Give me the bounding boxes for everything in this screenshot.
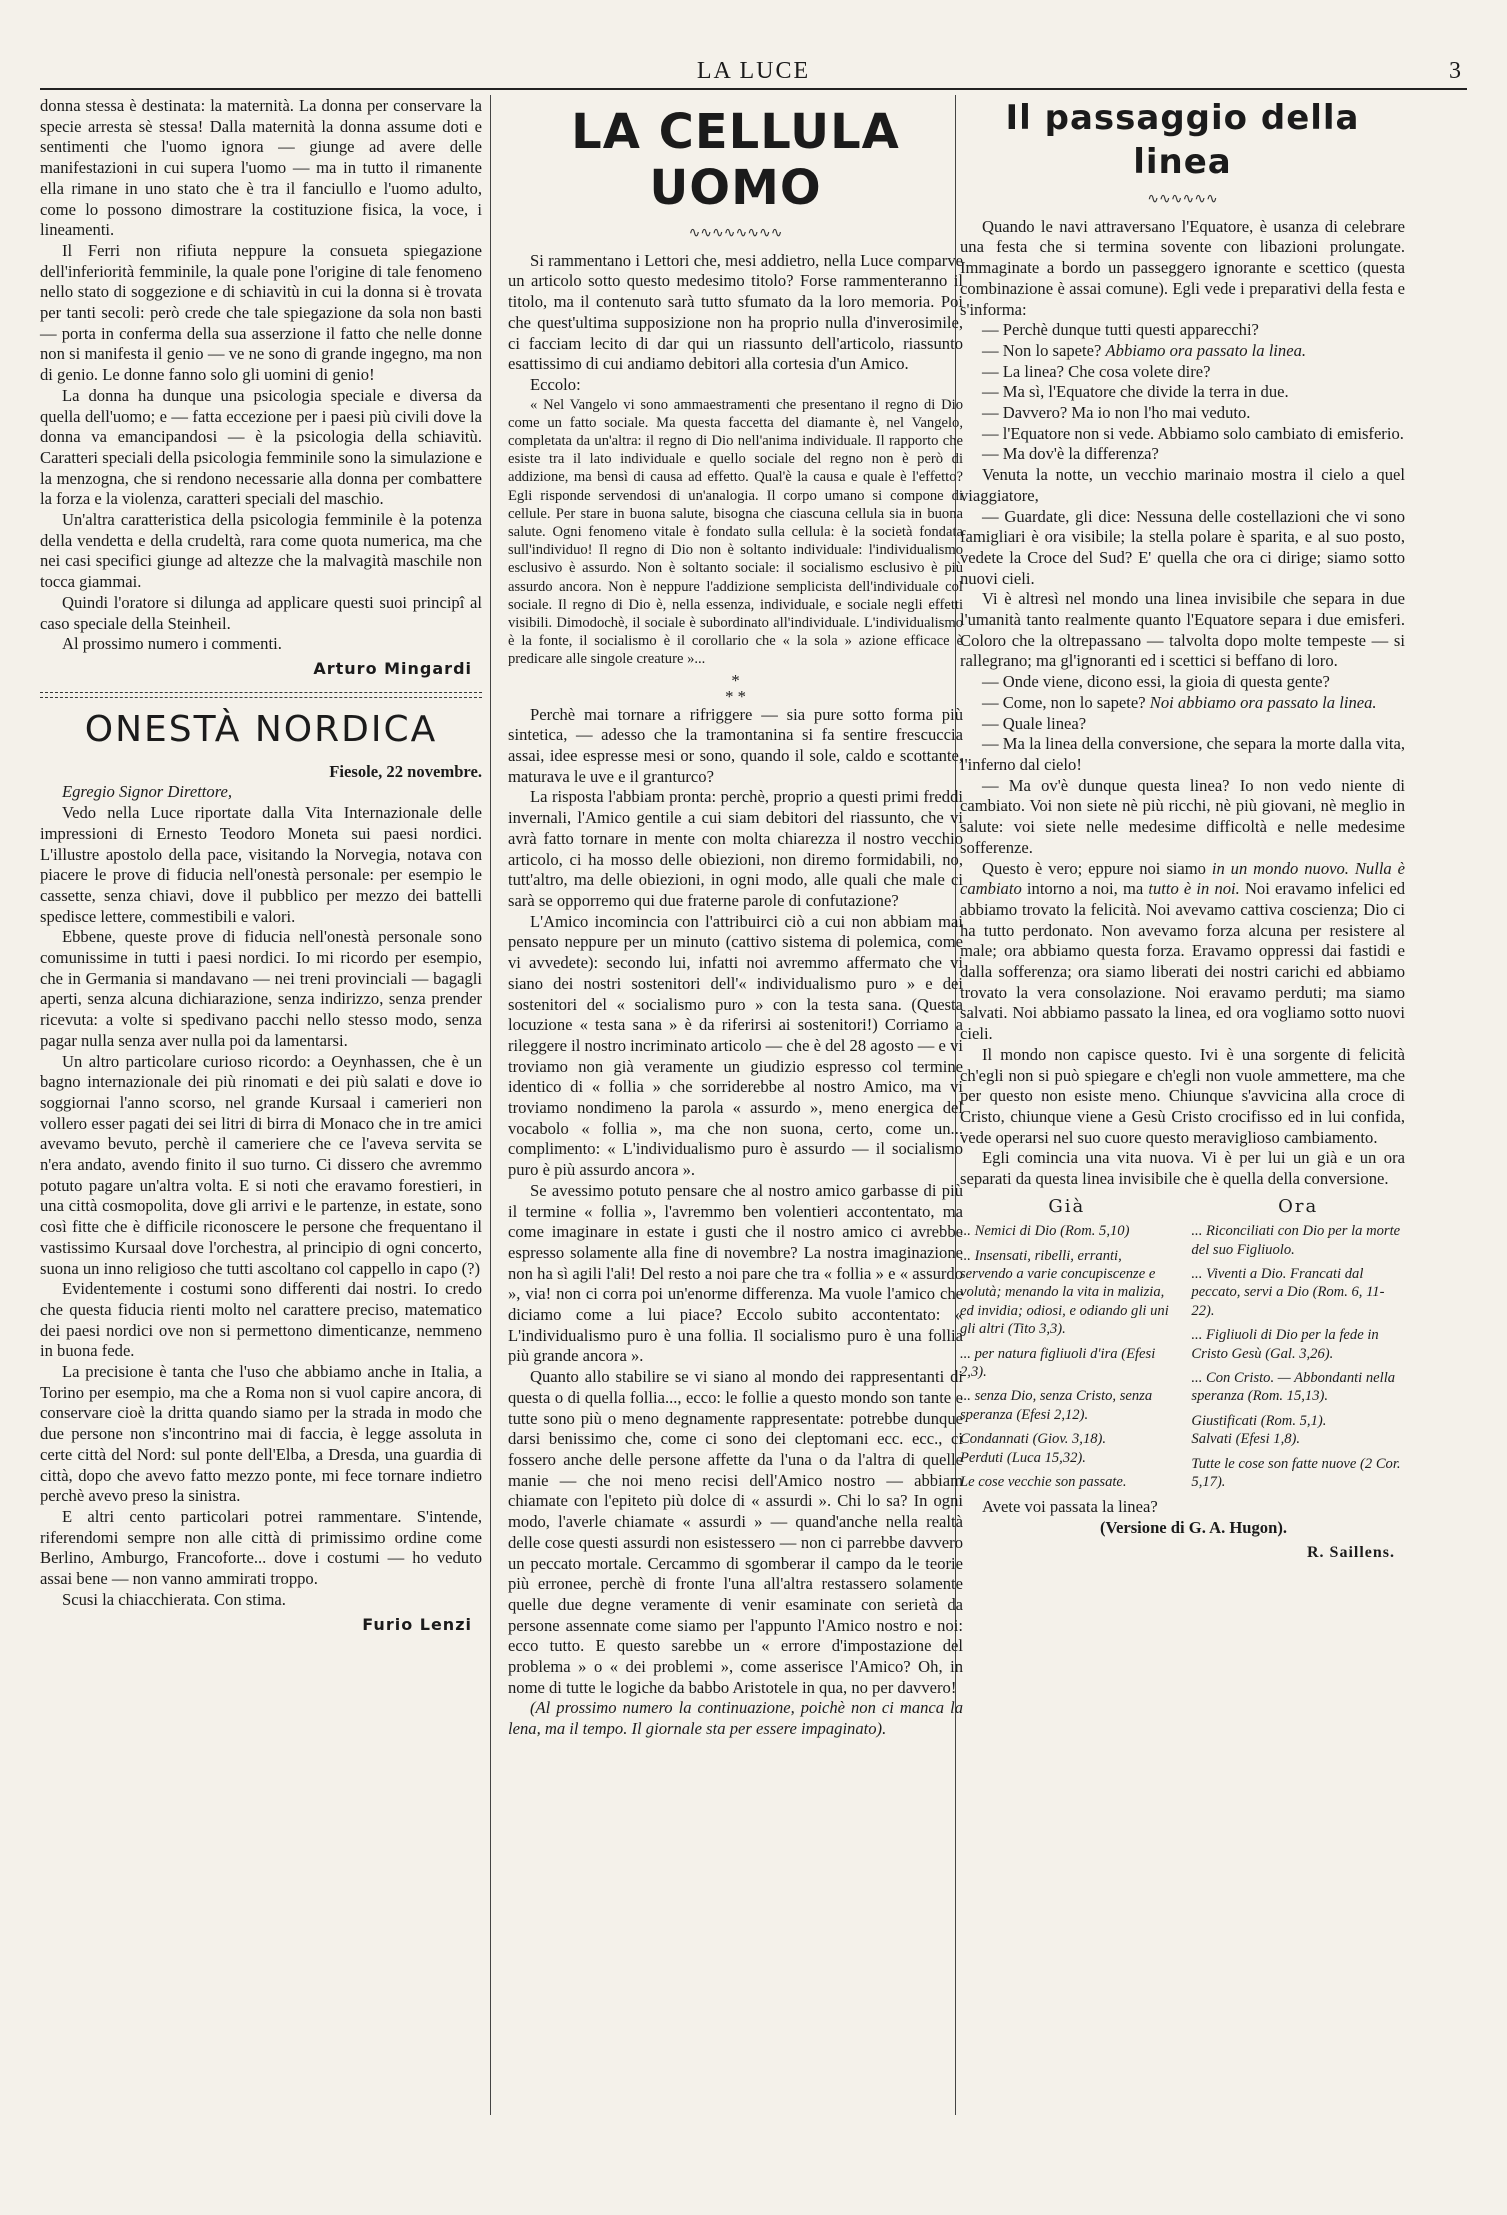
text-run: Questo è vero; eppure noi siamo: [982, 858, 1206, 878]
article-paragraph: — Guardate, gli dice: Nessuna delle costellazioni che vi sono famigliari è ora visibile; la stella polare è sparita, e al suo posto, vedete la Croce del Sud? E' quella che ora ci dirige; siamo sotto nuovi cieli.: [960, 506, 1405, 588]
author-signature: R. Saillens.: [1306, 1543, 1395, 1561]
gia-entry: ... senza Dio, senza Cristo, senza speranza (Efesi 2,12).: [960, 1388, 1153, 1423]
article-paragraph: La risposta l'abbiam pronta: perchè, proprio a questi primi freddi invernali, l'Amico gentile a cui siam debitori del riassunto, che vi avrà fatto tornare in mente con molta chiarezza il nostro vecchio articolo, ci ha mosso delle obiezioni, non diremo formidabili, no, tutt'altro, ma delle obiezioni, in ogni modo, alle quali che male ci sarà se opporremo qui due fraterne parole di confutazione?: [508, 787, 963, 910]
gia-entry: ... Insensati, ribelli, erranti, servendo a varie concupiscenze e volutà; menando la vita in malizia, ed invidia; odiosi, e odiando gli uni gli altri (Tito 3,3).: [960, 1247, 1169, 1338]
column-divider-1: [490, 95, 491, 2115]
article-headline: Il passaggio della linea: [1005, 98, 1360, 182]
article-paragraph: Perchè mai tornare a rifriggere — sia pure sotto forma più sintetica, — adesso che la tramontanina si fa sentire frescuccia assai, idee espresse mesi or sono, quando il sole, caldo e scottante, maturava le uve e il granturco?: [508, 704, 963, 786]
dialogue-emphasis: Abbiamo ora passato la linea.: [1105, 340, 1307, 360]
dateline: Fiesole, 22 novembre.: [329, 761, 482, 781]
dialogue-text: — Non lo sapete?: [982, 340, 1102, 360]
letter-paragraph: E altri cento particolari potrei rammentare. S'intende, riferendomi sempre non alle città di primissimo ordine come Berlino, Amburgo, Francoforte... dove i costumi — ho veduto assai bene — non vanno ammirati troppo.: [40, 1507, 482, 1589]
closing-question: Avete voi passata la linea?: [982, 1497, 1158, 1517]
letter-paragraph: Scusi la chiacchierata. Con stima.: [62, 1589, 286, 1609]
article-paragraph: Quindi l'oratore si dilunga ad applicare questi suoi principî al caso speciale della Steinheil.: [40, 592, 482, 633]
author-signature: Furio Lenzi: [362, 1614, 472, 1634]
continuation-note: (Al prossimo numero la continuazione, poichè non ci manca la lena, ma il tempo. Il giornale sta per essere impaginato).: [508, 1698, 963, 1739]
dialogue-line: — Ma la linea della conversione, che separa la morte dalla vita, l'inferno dal cielo!: [960, 734, 1405, 774]
header-rule: [40, 88, 1467, 90]
gia-entry: Le cose vecchie son passate.: [960, 1474, 1127, 1491]
text-run: intorno a noi, ma: [1026, 879, 1144, 899]
column-3: [960, 96, 1405, 1570]
title-ornament: ∿∿∿∿∿∿: [1147, 192, 1218, 207]
dialogue-line: [960, 693, 1405, 714]
gia-entry: ... Nemici di Dio (Rom. 5,10): [960, 1223, 1130, 1240]
salutation: Egregio Signor Direttore,: [62, 782, 233, 802]
ora-entry: ... Viventi a Dio. Francati dal peccato, servi a Dio (Rom. 6, 11-22).: [1191, 1265, 1385, 1319]
article-paragraph: Quando le navi attraversano l'Equatore, è usanza di celebrare una festa che si termina sovente con libazioni prolungate. Immaginate a bordo un passeggero ignorante e scettico (questa combinazione è assai comune). Egli vede i preparativi della festa e s'informa:: [960, 216, 1405, 319]
text-run: Noi eravamo infelici ed abbiamo trovato la felicità. Noi avevamo cattiva coscienza; Dio ci ha tutto perdonato. Non avevamo forza alcuna per resistere al male; ora abbiamo questa forza. Eravamo oppressi dai fastidi e dalla sofferenza; ora siamo liberati dei nostri carichi ed abbiamo trovato la vera consolazione. Noi eravamo perduti; ma siamo salvati. Noi abbiamo passato la linea, ed ora vogliamo sotto nuovi cieli.: [960, 879, 1405, 1044]
column-1: [40, 96, 482, 1641]
dialogue-line: — Ma dov'è la differenza?: [982, 444, 1159, 464]
page-number: 3: [1449, 58, 1461, 84]
ora-entry: ... Figliuoli di Dio per la fede in Cristo Gesù (Gal. 3,26).: [1191, 1327, 1379, 1362]
article-paragraph: L'Amico incomincia con l'attribuirci ciò a cui non abbiam mai pensato neppure per un minuto (cattivo sistema di polemica, come vi avvedete): secondo lui, infatti noi avremmo affermato che vi siano dei nostri sostenitori dell'« individualismo puro » e dei sostenitori del « socialismo puro » con la testa sana. (Questa locuzione « testa sana » è da riferirsi ai sostenitori!) Corriamo a rileggere il nostro incriminato articolo — che è del 28 agosto — e vi troviamo non già veramente un giudizio espresso col termine identico di « follia » che sorriderebbe al nostro Amico, ma vi troviamo nondimeno la parola « assurdo », meno energica del vocabolo « follia », ma che non suona, certo, come un... complimento: « L'individualismo puro è assurdo — il socialismo puro è più assurdo ancora ».: [508, 911, 963, 1180]
gia-entry: ... per natura figliuoli d'ira (Efesi 2,3).: [960, 1345, 1156, 1380]
letter-paragraph: Un altro particolare curioso ricordo: a Oeynhassen, che è un bagno internazionale dei più rinomati e dei più salati e dove io soggiornai l'anno scorso, nel grande Kursaal i camerieri non vollero esser pagati dei sei litri di birra di Monaco che in tre amici avevamo bevuto, perchè il cameriere che ce l'aveva servita se n'era andato, avendo finito il suo turno. Ci dissero che avremmo potuto pagare un'altra volta. E si noti che eravamo forestieri, in una città cosmopolita, dove gli arrivi e le partenze, in estate, sono così fitte che è difficile riconoscere le persone che frequentano il vastissimo Kursaal dove l'orchestra, al principio di ogni concerto, suona un inno religioso che tutti ascoltano col cappello in capo (?): [40, 1051, 482, 1278]
translation-credit: (Versione di G. A. Hugon).: [1099, 1518, 1287, 1538]
letter-paragraph: Ebbene, queste prove di fiducia nell'onestà personale sono comunissime in tutti i paesi nordici. Io mi ricordo per esempio, che in Germania si mandavano — nei treni provinciali — bagagli aperti, senza alcuna dichiarazione, senza indirizzo, senza prender ricevuta: a volte si spedivano pacchi nello stesso modo, senza pagar nulla senza aver nulla poi da lamentarsi.: [40, 927, 482, 1050]
article-paragraph: Se avessimo potuto pensare che al nostro amico garbasse di più il termine « follia », l'avremmo ben volentieri accontentato, ma come imaginare in estate i gusti che il nostro amico ci avrebbe espresso solamente alla fine di novembre? La nostra imaginazione non ha sì agili l'ali! Del resto a noi pare che tra « follia » e « assurdo », via! non ci corra poi un'enorme differenza. Ma vuole l'amico che diciamo come a lui piace? Eccolo subito accontentato: « L'individualismo puro è una follia. Il socialismo puro è una follia più grande ancora ».: [508, 1180, 963, 1366]
dialogue-text: — Come, non lo sapete?: [982, 692, 1146, 712]
article-paragraph: Il mondo non capisce questo. Ivi è una sorgente di felicità ch'egli non si può spiegare e ch'egli non vuole ammettere, ma che per questo non esiste meno. Chiunque s'avvicina alla croce di Cristo, chiunque viene a Gesù Cristo crocifisso ed in lui confida, vede operarsi nel suo cuore questo meraviglioso cambiamento.: [960, 1044, 1405, 1147]
dialogue-line: — l'Equatore non si vede. Abbiamo solo cambiato di emisferio.: [982, 423, 1404, 443]
ora-heading: Ora: [1278, 1195, 1319, 1217]
section-separator: [40, 692, 482, 698]
ora-entry: ... Con Cristo. — Abbondanti nella speranza (Rom. 15,13).: [1191, 1370, 1396, 1405]
text-emphasis: in un mondo nuovo. Nulla è cambiato: [960, 858, 1405, 899]
article-paragraph: La donna ha dunque una psicologia speciale e diversa da quella dell'uomo; e — fatta eccezione per i paesi più civili dove la donna va emancipandosi — è la psicologia della schiavitù. Caratteri speciali della psicologia femminile sono la simulazione e la menzogna, che si rendono necessarie alla donna per combattere la forza e la violenza, caratteri speciali del maschio.: [40, 385, 482, 509]
ora-entry: Salvati (Efesi 1,8).: [1191, 1431, 1301, 1448]
gia-column: [960, 1195, 1174, 1498]
gia-heading: Già: [1048, 1195, 1086, 1217]
gia-entry: Perduti (Luca 15,32).: [960, 1449, 1086, 1466]
ora-entry: ... Riconciliati con Dio per la morte del suo Figliuolo.: [1191, 1223, 1401, 1258]
gia-ora-table: [960, 1195, 1405, 1498]
ora-entry: Tutte le cose son fatte nuove (2 Cor. 5,17).: [1191, 1455, 1401, 1491]
ora-column: [1191, 1195, 1405, 1498]
dialogue-line: — Davvero? Ma io non l'ho mai veduto.: [982, 403, 1251, 423]
letter-paragraph: Vedo nella Luce riportate dalla Vita Internazionale delle impressioni di Ernesto Teodoro Moneta sui paesi nordici. L'illustre apostolo della pace, visitando la Norvegia, notava con piacere le prove di fiducia nell'onestà personale: per esempio le cassette, senza chiavi, dove il pubblico per mezzo dei battelli spedisce lettere, commestibili e valori.: [40, 803, 482, 926]
article-paragraph: — Ma ov'è dunque questa linea? Io non vedo niente di cambiato. Voi non siete nè più ricchi, nè più giovani, nè meglio in salute: voi siete nelle medesime difficoltà e nelle medesime sofferenze.: [960, 775, 1405, 857]
quoted-summary: « Nel Vangelo vi sono ammaestramenti che presentano il regno di Dio come un fatto sociale. Ma questa faccetta del diamante è, nel Vangelo, completata da un'altra: il regno di Dio nell'anima individuale. Il rapporto che esiste tra il lato individuale e quello sociale del regno non è però di addizione, ma bensì di causa ad effetto. Qual'è la causa e quale è l'effetto? Egli risponde servendosi di un'analogia. Il corpo umano si compone di cellule. Per stare in buona salute, bisogna che ciascuna cellula sia in buona salute. Ogni fenomeno vitale è fondato sulla cellula: è la società fondata sull'individuo! Il regno di Dio non è soltanto individuale: l'individualismo esclusivo è assurdo. Non è soltanto sociale: il socialismo esclusivo è più assurdo ancora. Non è neppure l'addizione semplicista dell'individuale col sociale. Il regno di Dio è, nella essenza, individuale, e sociale negli effetti visibili. Dimodochè, il sociale è subordinato all'individuale. L'individualismo è la fonte, il socialismo è il corollario che « la sola » azione efficace è predicare alle singole creature »...: [508, 396, 963, 668]
article-headline: LA CELLULA UOMO: [571, 104, 900, 216]
article-paragraph: Quanto allo stabilire se vi siano al mondo dei rappresentanti di questa o di quella follia..., ecco: le follie a questo mondo son tante e tutte sono più o meno degnamente rappresentate: potrebbe dunque darsi benissimo che, come ci sono dei cleptomani ecc. ecc., ci fossero anche delle persone affette da l'una o da l'altra di quelle manie — che noi meno recisi dell'Amico nostro — abbiam chiamate con l'epiteto più dolce di « assurdi ». Chi lo sa? In ogni modo, l'averle chiamate « assurdi » — quand'anche nella realtà delle cose questi assurdi non esistessero — non ci parrebbe davvero un peccato mortale. Cercammo di sgomberar il campo da le teorie più erronee, perchè di fronte l'una all'altra restassero solamente quelle due degne veramente di venir esaminate con serietà da persone assennate come siamo per l'appunto l'Amico nostro e noi: ecco tutto. E questo sarebbe un « errore d'impostazione del problema » o « dei problemi », come asserisce l'Amico? Oh, in nome di tutte le logiche da babbo Aristotele in qua, no per davvero!: [508, 1367, 963, 1697]
article-paragraph: Un'altra caratteristica della psicologia femminile è la potenza della vendetta e della crudeltà, rara come quota numerica, ma che nei casi specifici giunge ad altezze che la malvagità maschile non tocca giammai.: [40, 510, 482, 592]
dialogue-line: [960, 341, 1405, 362]
article-headline: ONESTÀ NORDICA: [84, 708, 438, 750]
dialogue-line: — Perchè dunque tutti questi apparecchi?: [982, 320, 1259, 340]
dialogue-line: — La linea? Che cosa volete dire?: [982, 361, 1211, 381]
dialogue-line: — Onde viene, dicono essi, la gioia di questa gente?: [982, 672, 1330, 692]
column-2: [508, 96, 963, 1740]
article-paragraph: Eccolo:: [530, 374, 581, 394]
article-paragraph: donna stessa è destinata: la maternità. La donna per conservare la specie arresta sè stessa! Dalla maternità la donna assume doti e sentimenti che l'uomo ignora — giunge ad avere delle manifestazioni in cui supera l'uomo — ma in tutto il rimanente ella rimane in uno stato che è tra il fanciullo e l'uomo adulto, come lo possono dimostrare la costituzione fisica, la voce, i lineamenti.: [40, 96, 482, 240]
article-paragraph: [960, 859, 1405, 1045]
text-emphasis: tutto è in noi.: [1148, 879, 1240, 899]
ora-entry: Giustificati (Rom. 5,1).: [1191, 1412, 1327, 1429]
letter-paragraph: Evidentemente i costumi sono differenti dai nostri. Io credo che questa fiducia rienti molto nel carattere preciso, matematico dei paesi nordici ove non si permettono dimenticanze, nemmeno in buona fede.: [40, 1279, 482, 1361]
letter-paragraph: La precisione è tanta che l'uso che abbiamo anche in Italia, a Torino per esempio, ma che a Roma non si vuol capire ancora, di conservare cioè la dritta quando siamo per la strada in modo che due persone non s'incontrino mai di faccia, è legge assoluta in certe città del Nord: sul ponte dell'Elba, a Dresda, una guardia di città, dopo che avevo fatto mezzo ponte, mi fece tornare indietro perchè avevo preso la sinistra.: [40, 1362, 482, 1506]
page-header: [40, 58, 1467, 86]
article-paragraph: Il Ferri non rifiuta neppure la consueta spiegazione dell'inferiorità femminile, la quale pone l'origine di tale fenomeno nello stato di soggezione e di schiavitù in cui la donna si è trovata per tanti secoli: però crede che tale spiegazione da sola non basti — porta in conferma della sua asserzione il fatto che nelle donne non si manifesta il genio — ve ne sono di grande ingegno, ma non di genio. Le donne fanno solo gli uomini di genio!: [40, 240, 482, 385]
newspaper-title: LA LUCE: [696, 58, 811, 84]
article-paragraph: Egli comincia una vita nuova. Vi è per lui un già e un ora separati da questa linea invisibile che è quella della conversione.: [960, 1148, 1405, 1189]
dialogue-line: — Quale linea?: [982, 713, 1087, 733]
article-paragraph: Vi è altresì nel mondo una linea invisibile che separa in due l'umanità tanto realmente quanto l'Equatore separa i due emisferi. Coloro che la oltrepassano — talvolta dopo molte tempeste — si rallegrano; ma gl'ignoranti ed i scettici si beffano di loro.: [960, 589, 1405, 671]
section-stars: * * *: [725, 670, 746, 706]
title-ornament: ∿∿∿∿∿∿∿∿: [688, 226, 783, 241]
article-paragraph: Venuta la notte, un vecchio marinaio mostra il cielo a quel viaggiatore,: [960, 465, 1405, 505]
dialogue-line: — Ma sì, l'Equatore che divide la terra in due.: [982, 382, 1289, 402]
article-paragraph: Si rammentano i Lettori che, mesi addietro, nella Luce comparve un articolo sotto questo medesimo titolo? Forse rammenteranno il titolo, ma il contenuto sarà tutto sfumato da la loro memoria. Poi che quest'ultima supposizione non ha proprio nulla d'inverosimile, ci facciam lecito di dar qui un riassunto dell'articolo, riassunto esattissimo di cui andiamo debitori alla cortesia d'un Amico.: [508, 250, 963, 374]
article-paragraph: Al prossimo numero i commenti.: [62, 634, 282, 654]
dialogue-emphasis: Noi abbiamo ora passato la linea.: [1149, 692, 1377, 712]
author-signature: Arturo Mingardi: [313, 658, 472, 678]
gia-entry: Condannati (Giov. 3,18).: [960, 1431, 1107, 1448]
